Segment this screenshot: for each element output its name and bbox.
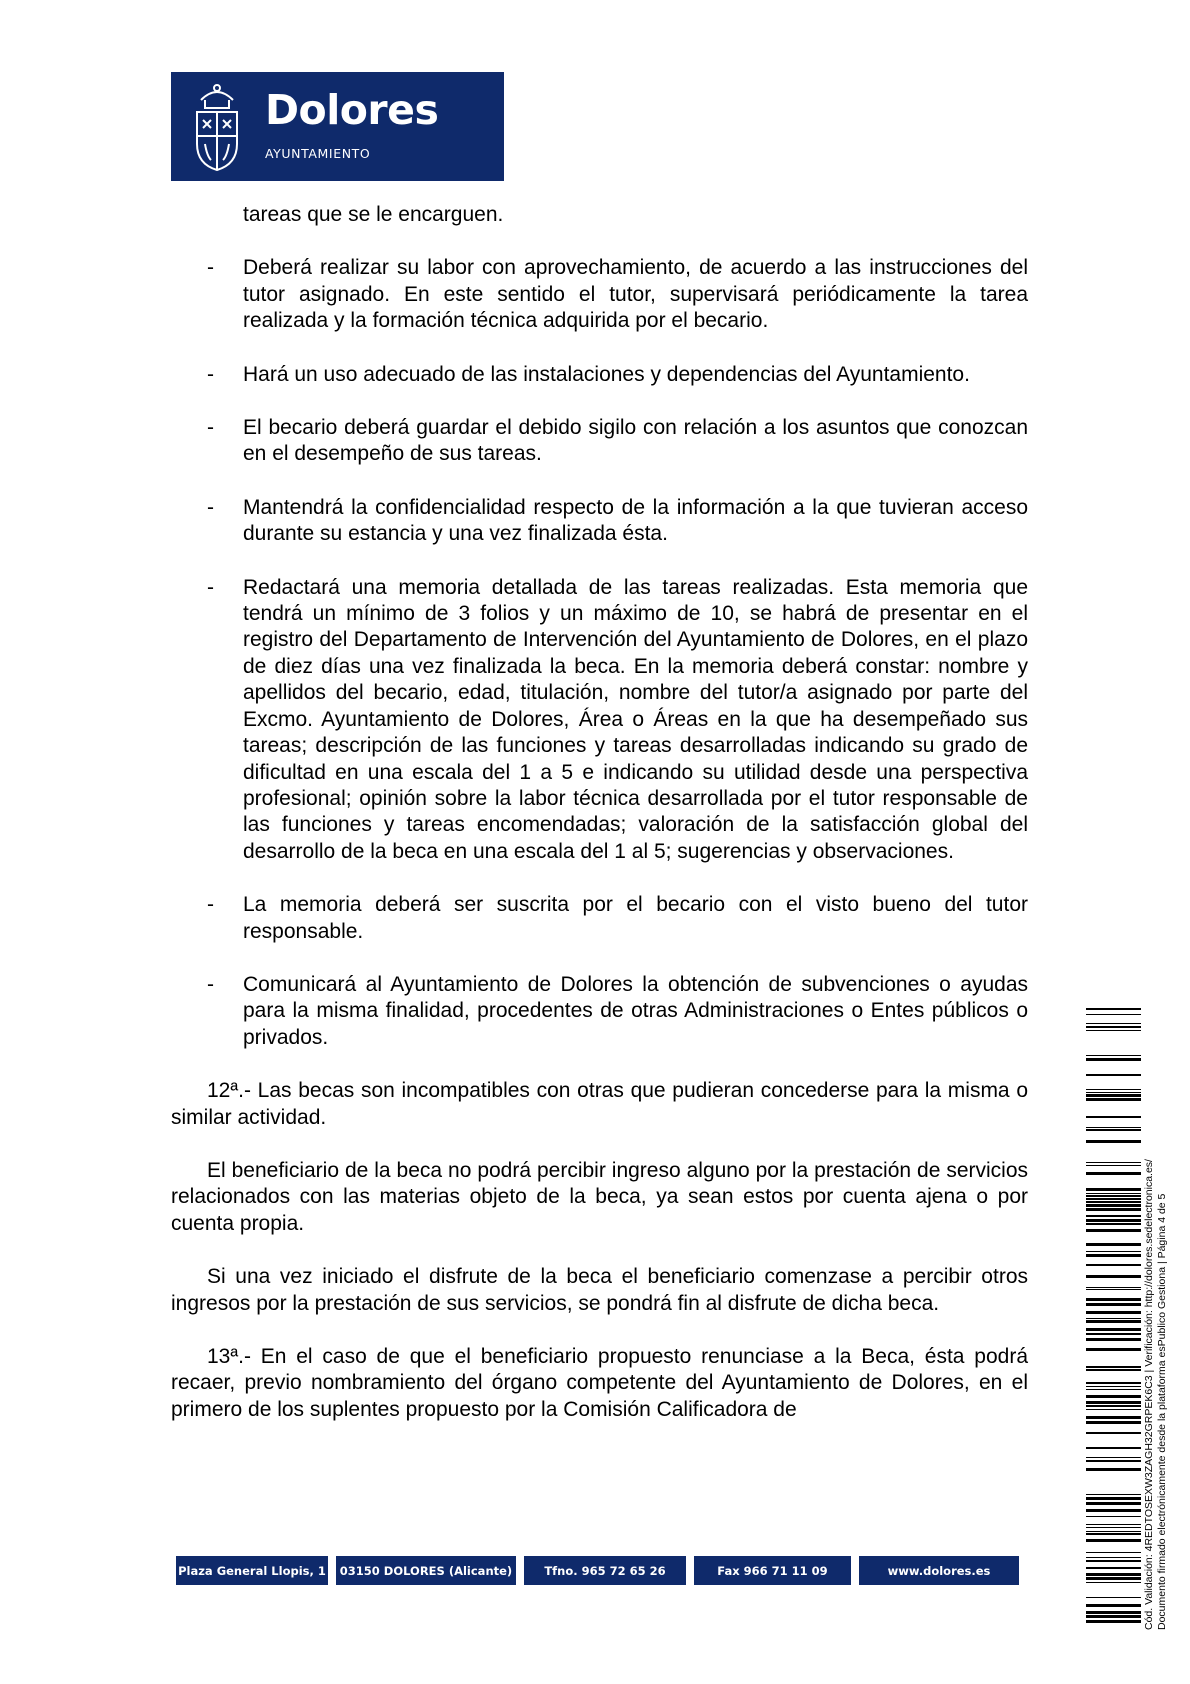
paragraph: 13ª.- En el caso de que el beneficiario propuesto renunciase a la Beca, ésta podrá recaer, previo nombramiento del órgano competente del Ayuntamiento de Dolores, en el primero de los suplentes propuesto por la Comisión Calificadora de <box>171 1345 1028 1421</box>
list-item-text: Mantendrá la confidencialidad respecto de la información a la que tuvieran acceso durante su estancia y una vez finalizada ésta. <box>243 495 1028 546</box>
bullet-marker: - <box>207 495 214 519</box>
list-item-text: Comunicará al Ayuntamiento de Dolores la obtención de subvenciones o ayudas para la misma finalidad, procedentes de otras Administraciones o Entes públicos o privados. <box>243 972 1028 1049</box>
paragraph: El beneficiario de la beca no podrá percibir ingreso alguno por la prestación de servicios relacionados con las materias objeto de la beca, ya sean estos por cuenta ajena o por cuenta propia. <box>171 1158 1028 1235</box>
list-item <box>171 892 1028 945</box>
footer-fax: Fax 966 71 11 09 <box>694 1556 851 1585</box>
paragraph: 12ª.- Las becas son incompatibles con otras que pudieran concederse para la misma o similar actividad. <box>171 1079 1028 1129</box>
footer-phone: Tfno. 965 72 65 26 <box>524 1556 686 1585</box>
bullet-marker: - <box>207 362 214 386</box>
list-item <box>171 495 1028 548</box>
list-item-text: El becario deberá guardar el debido sigilo con relación a los asuntos que conozcan en el desempeño de sus tareas. <box>243 416 1028 466</box>
coat-of-arms-icon <box>187 78 247 174</box>
list-item <box>171 575 1028 865</box>
verification-text <box>1143 1010 1169 1630</box>
logo-subtitle: AYUNTAMIENTO <box>265 146 371 161</box>
bullet-marker: - <box>207 256 214 280</box>
continuation-text: tareas que se le encarguen. <box>243 203 504 226</box>
logo-name: Dolores <box>265 86 439 134</box>
list-item <box>171 362 1028 388</box>
list-item <box>171 972 1028 1051</box>
footer-address: Plaza General Llopis, 1 <box>176 1556 328 1585</box>
bullet-marker: - <box>207 893 214 917</box>
header-logo <box>171 72 504 181</box>
list-item-text: Hará un uso adecuado de las instalaciones y dependencias del Ayuntamiento. <box>243 362 970 386</box>
paragraph: Si una vez iniciado el disfrute de la beca el beneficiario comenzase a percibir otros ingresos por la prestación de sus servicios, se pondrá fin al disfrute de dicha beca. <box>171 1265 1028 1315</box>
verification-line-1: Cód. Validación: 4REDTOSEXW3ZAGH32GRPEK6C3 | Verificación: http://dolores.sedelectronica.es/ <box>1143 1159 1155 1630</box>
verification-line-2: Documento firmado electrónicamente desde la plataforma esPublico Gestiona | Página 4 de 5 <box>1156 1193 1168 1630</box>
list-item-text: La memoria deberá ser suscrita por el becario con el visto bueno del tutor responsable. <box>243 893 1028 943</box>
bullet-marker: - <box>207 972 214 996</box>
bullet-marker: - <box>207 416 214 440</box>
list-item-text: Deberá realizar su labor con aprovechamiento, de acuerdo a las instrucciones del tutor asignado. En este sentido el tutor, supervisará periódicamente la tarea realizada y la formación técnica adquirida por el becario. <box>243 256 1028 333</box>
list-item <box>171 255 1028 334</box>
document-body <box>171 202 1028 1423</box>
list-item <box>171 415 1028 468</box>
footer-website[interactable]: www.dolores.es <box>859 1556 1019 1585</box>
bullet-marker: - <box>207 575 214 599</box>
list-item-text: Redactará una memoria detallada de las tareas realizadas. Esta memoria que tendrá un mínimo de 3 folios y un máximo de 10, se habrá de presentar en el registro del Departamento de Intervención del Ayuntamiento de Dolores, en el plazo de diez días una vez finalizada la beca. En la memoria deberá constar: nombre y apellidos del becario, edad, titulación, nombre del tutor/a asignado por parte del Excmo. Ayuntamiento de Dolores, Área o Áreas en la que ha desempeñado sus tareas; descripción de las funciones y tareas desarrolladas indicando su grado de dificultad en una escala del 1 a 5 e indicando su utilidad desde una perspectiva profesional; opinión sobre la labor técnica desarrollada por el tutor responsable de las funciones y tareas encomendadas; valoración de la satisfacción global del desarrollo de la beca en una escala del 1 al 5; sugerencias y observaciones. <box>243 575 1028 863</box>
barcode-icon <box>1086 1008 1141 1628</box>
footer-city: 03150 DOLORES (Alicante) <box>336 1556 516 1585</box>
